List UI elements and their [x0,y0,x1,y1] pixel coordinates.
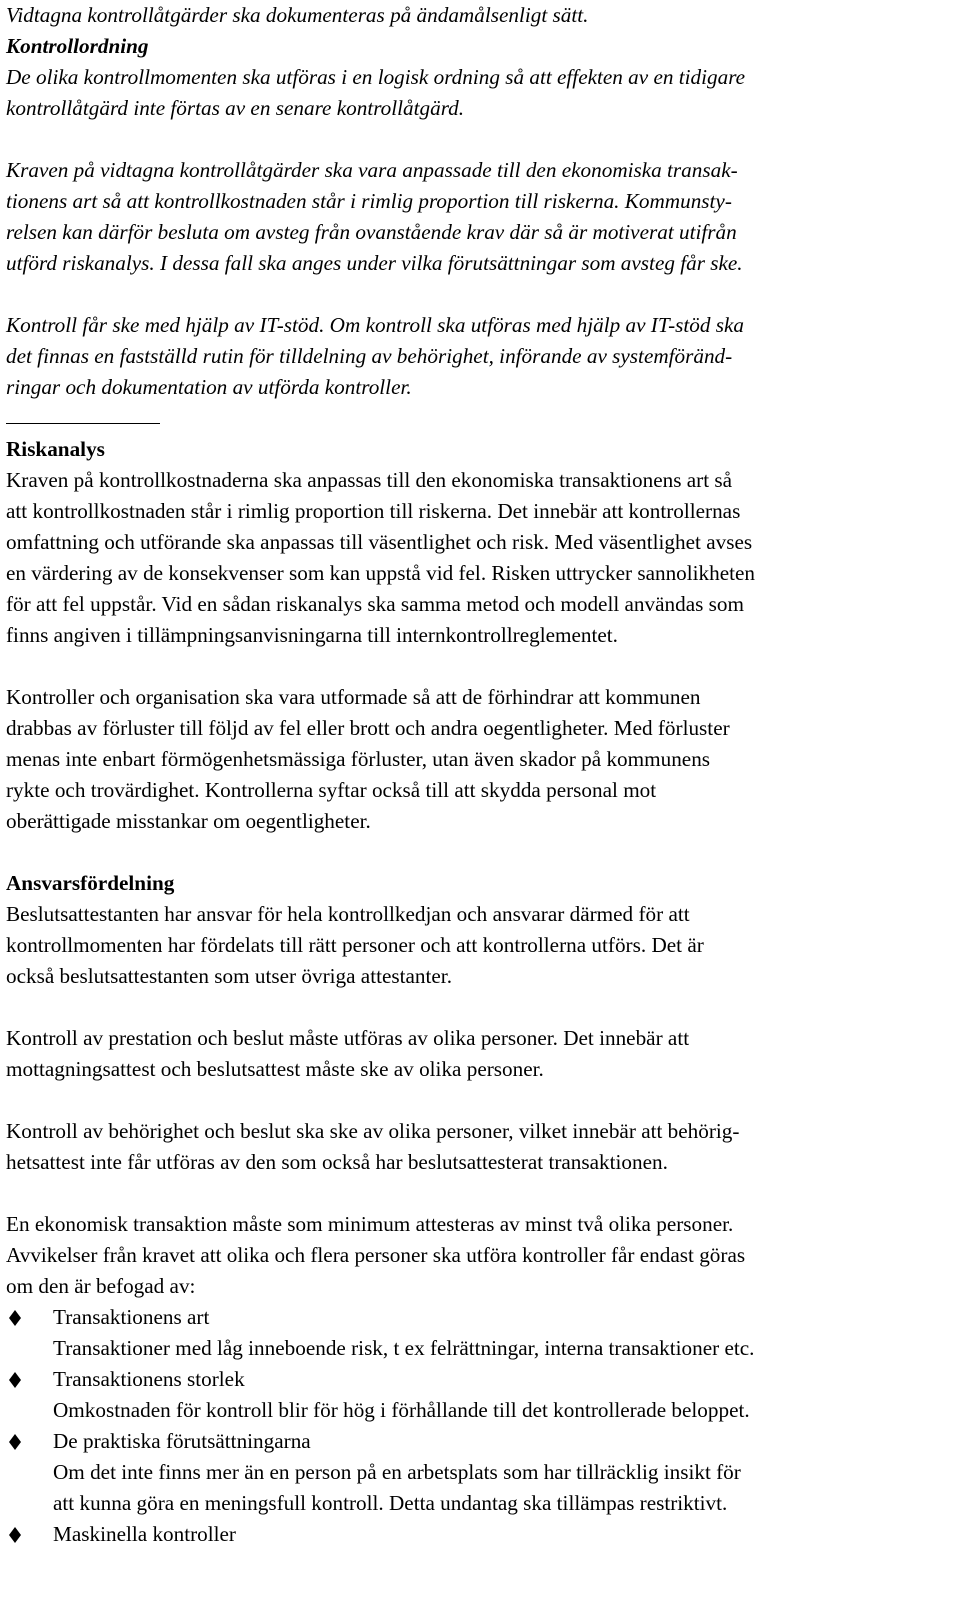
paragraph-line: Kontroll får ske med hjälp av IT-stöd. Om kontroll ska utföras med hjälp av IT-stöd ska [6,313,744,337]
bullet-item [6,1519,954,1550]
paragraph-line: finns angiven i tillämpningsanvisningarna till internkontrollreglementet. [6,623,618,647]
paragraph-line: relsen kan därför besluta om avsteg från ovanstående krav där så är motiverat utifrån [6,220,737,244]
paragraph-line: utförd riskanalys. I dessa fall ska anges under vilka förutsättningar som avsteg får ske. [6,251,743,275]
bullet-description: Om det inte finns mer än en person på en arbetsplats som har tillräcklig insikt för [53,1460,741,1484]
document-page [6,0,954,1550]
paragraph-line: det finnas en fastställd rutin för tilldelning av behörighet, införande av systemföränd- [6,344,733,368]
paragraph-line: Kraven på vidtagna kontrollåtgärder ska vara anpassade till den ekonomiska transak- [6,158,738,182]
paragraph-line: En ekonomisk transaktion måste som minimum attesteras av minst två olika personer. [6,1212,734,1236]
bullet-title: Transaktionens art [53,1305,210,1329]
bullet-title: De praktiska förutsättningarna [53,1429,311,1453]
bullet-description: Transaktioner med låg inneboende risk, t ex felrättningar, interna transaktioner etc. [53,1336,755,1360]
paragraph-line: tionens art så att kontrollkostnaden står i rimlig proportion till riskerna. Kommunsty- [6,189,732,213]
paragraph-line: Kontroll av prestation och beslut måste utföras av olika personer. Det innebär att [6,1026,690,1050]
bullet-item [6,1426,954,1457]
paragraph-line: mottagningsattest och beslutsattest måste ske av olika personer. [6,1057,544,1081]
paragraph-line: kontrollmomenten har fördelats till rätt personer och att kontrollerna utförs. Det är [6,933,704,957]
paragraph-line: om den är befogad av: [6,1274,196,1298]
diamond-bullet-icon [7,1310,23,1326]
paragraph-line: menas inte enbart förmögenhetsmässiga förluster, utan även skador på kommunens [6,747,711,771]
bullet-description: att kunna göra en meningsfull kontroll. Detta undantag ska tillämpas restriktivt. [53,1491,728,1515]
paragraph-line: en värdering av de konsekvenser som kan uppstå vid fel. Risken uttrycker sannolikheten [6,561,756,585]
footnote-separator [6,403,954,434]
paragraph-line: Avvikelser från kravet att olika och flera personer ska utföra kontroller får endast göras [6,1243,746,1267]
paragraph-line: omfattning och utförande ska anpassas till väsentlighet och risk. Med väsentlighet avses [6,530,753,554]
section-heading-riskanalys: Riskanalys [6,437,105,461]
paragraph-line: Kontroll av behörighet och beslut ska ske av olika personer, vilket innebär att behörig- [6,1119,740,1143]
section-heading-ansvarsfordelning: Ansvarsfördelning [6,871,175,895]
paragraph-line: ringar och dokumentation av utförda kontroller. [6,375,412,399]
paragraph-line: rykte och trovärdighet. Kontrollerna syftar också till att skydda personal mot [6,778,657,802]
bullet-item [6,1364,954,1395]
paragraph-line: också beslutsattestanten som utser övriga attestanter. [6,964,452,988]
paragraph-line: oberättigade misstankar om oegentligheter. [6,809,371,833]
paragraph-line: hetsattest inte får utföras av den som också har beslutsattesterat transaktionen. [6,1150,668,1174]
bullet-title: Maskinella kontroller [53,1522,236,1546]
paragraph-line: Kraven på kontrollkostnaderna ska anpassas till den ekonomiska transaktionens art så [6,468,733,492]
paragraph-line: De olika kontrollmomenten ska utföras i en logisk ordning så att effekten av en tidigare [6,65,746,89]
bullet-title: Transaktionens storlek [53,1367,245,1391]
paragraph-line: drabbas av förluster till följd av fel eller brott och andra oegentligheter. Med förluster [6,716,730,740]
bullet-description: Omkostnaden för kontroll blir för hög i förhållande till det kontrollerade beloppet. [53,1398,750,1422]
paragraph-line: Vidtagna kontrollåtgärder ska dokumenteras på ändamålsenligt sätt. [6,3,589,27]
paragraph-line: Kontroller och organisation ska vara utformade så att de förhindrar att kommunen [6,685,701,709]
diamond-bullet-icon [7,1434,23,1450]
section-heading-kontrollordning: Kontrollordning [6,34,149,58]
paragraph-line: att kontrollkostnaden står i rimlig proportion till riskerna. Det innebär att kontrollernas [6,499,741,523]
paragraph-line: för att fel uppstår. Vid en sådan riskanalys ska samma metod och modell användas som [6,592,744,616]
paragraph-line: kontrollåtgärd inte förtas av en senare kontrollåtgärd. [6,96,465,120]
diamond-bullet-icon [7,1527,23,1543]
paragraph-line: Beslutsattestanten har ansvar för hela kontrollkedjan och ansvarar därmed för att [6,902,690,926]
diamond-bullet-icon [7,1372,23,1388]
bullet-item [6,1302,954,1333]
